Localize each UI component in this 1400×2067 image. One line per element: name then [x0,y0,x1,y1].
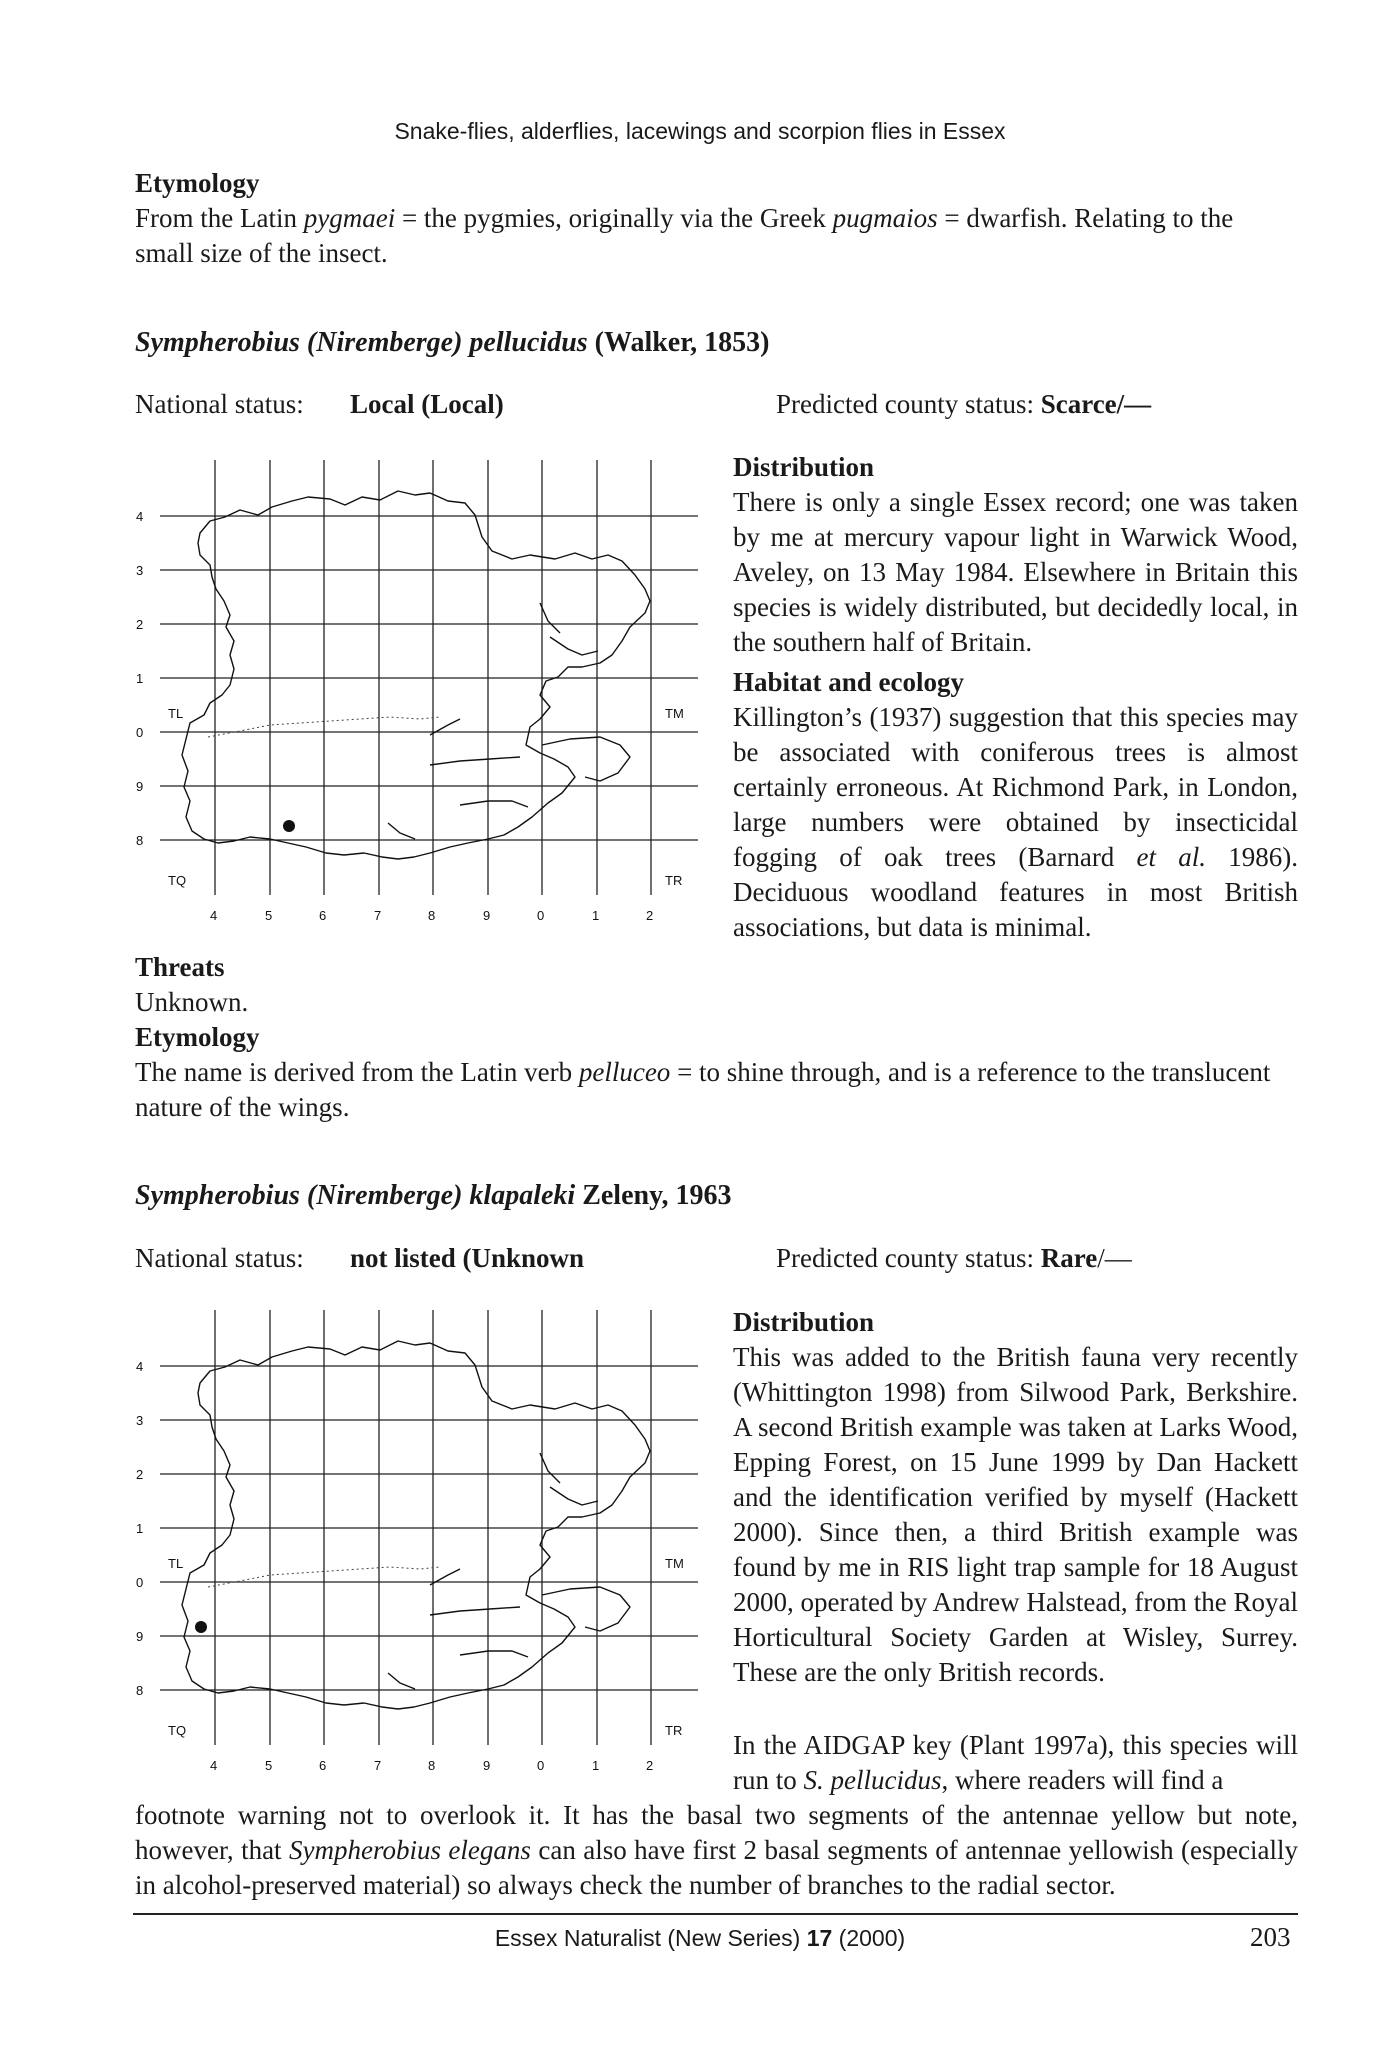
distribution-text-2: This was added to the British fauna very recently (Whittington 1998) from Silwood Park, Berkshire. A second British example was taken at Larks Wood, Epping Forest, on 15 June 1999 by Dan Hackett and the identification verified by myself (Hackett 2000). Since then, a third British example was found by me in RIS light trap sample for 18 August 2000, operated by Andrew Halstead, from the Royal Horticultural Society Garden at Wisley, Surrey. These are the only British records. [733,1342,1298,1687]
svg-text:8: 8 [428,908,436,923]
svg-text:TR: TR [665,1723,683,1738]
svg-text:7: 7 [374,1758,382,1773]
svg-text:TM: TM [665,1556,684,1571]
footer-rule [133,1913,1298,1915]
distribution-heading: Distribution [733,452,875,482]
svg-text:9: 9 [483,1758,491,1773]
svg-text:1: 1 [136,671,144,686]
aidgap-text: In the AIDGAP key (Plant 1997a), this species will run to S. pellucidus, where readers will find a [733,1730,1298,1795]
svg-text:TL: TL [168,706,184,721]
etymology-heading: Etymology [135,168,260,198]
svg-text:4: 4 [136,1359,144,1374]
threats-heading: Threats [135,952,225,982]
svg-text:9: 9 [136,1629,144,1644]
svg-text:2: 2 [136,1467,144,1482]
svg-text:9: 9 [136,779,144,794]
footnote-text: footnote warning not to overlook it. It has the basal two segments of the antennae yellow but note, however, that Sympherobius elegans can also have first 2 basal segments of antennae yellowish (especially in alcohol-preserved material) so always check the number of branches to the radial sector. [135,1800,1298,1900]
svg-text:1: 1 [136,1521,144,1536]
svg-text:5: 5 [265,1758,273,1773]
habitat-heading: Habitat and ecology [733,667,965,697]
national-status-label: National status: [135,389,304,419]
svg-text:1: 1 [592,908,600,923]
svg-text:TQ: TQ [168,1723,187,1738]
national-status-value: Local (Local) [350,389,504,419]
threats-text: Unknown. [135,987,249,1017]
svg-text:6: 6 [319,908,327,923]
species-title: Sympherobius (Niremberge) pellucidus (Walker, 1853) [135,327,770,358]
svg-text:1: 1 [592,1758,600,1773]
svg-text:2: 2 [646,1758,654,1773]
running-header: Snake-flies, alderflies, lacewings and scorpion flies in Essex [394,118,1006,144]
footer-journal: Essex Naturalist (New Series) 17 (2000) [494,1925,906,1951]
etymology-text: From the Latin pygmaei = the pygmies, originally via the Greek pugmaios = dwarfish. Relating to the small size of the insect. [135,203,1234,268]
svg-text:5: 5 [265,908,273,923]
svg-text:TM: TM [665,706,684,721]
svg-text:TQ: TQ [168,873,187,888]
distribution-map-2 [130,1305,710,1790]
svg-text:TR: TR [665,873,683,888]
svg-text:0: 0 [537,1758,545,1773]
svg-text:8: 8 [136,833,144,848]
species-title-2: Sympherobius (Niremberge) klapaleki Zeleny, 1963 [135,1180,732,1211]
svg-text:0: 0 [136,725,144,740]
svg-text:2: 2 [646,908,654,923]
distribution-map [130,455,710,940]
etymology-heading-2: Etymology [135,1022,260,1052]
county-status: Predicted county status: Scarce/— [776,389,1152,419]
svg-text:4: 4 [210,908,218,923]
habitat-text: Killington’s (1937) suggestion that this species may be associated with coniferous trees is almost certainly erroneous. At Richmond Park, in London, large numbers were obtained by insecticidal fogging of oak trees (Barnard et al. 1986). Deciduous woodland features in most British associations, but data is minimal. [733,702,1298,942]
page-number: 203 [1250,1922,1291,1952]
svg-text:8: 8 [428,1758,436,1773]
national-status-label-2: National status: [135,1243,304,1273]
distribution-heading-2: Distribution [733,1307,875,1337]
county-status-2: Predicted county status: Rare/— [776,1243,1132,1273]
svg-text:8: 8 [136,1683,144,1698]
svg-text:3: 3 [136,563,144,578]
svg-text:9: 9 [483,908,491,923]
svg-text:7: 7 [374,908,382,923]
distribution-text: There is only a single Essex record; one was taken by me at mercury vapour light in Warwick Wood, Aveley, on 13 May 1984. Elsewhere in Britain this species is widely distributed, but decidedly local, in the southern half of Britain. [733,487,1298,657]
svg-text:0: 0 [537,908,545,923]
svg-text:3: 3 [136,1413,144,1428]
svg-text:4: 4 [210,1758,218,1773]
svg-text:TL: TL [168,1556,184,1571]
national-status-value-2: not listed (Unknown [350,1243,585,1273]
svg-text:2: 2 [136,617,144,632]
svg-text:6: 6 [319,1758,327,1773]
svg-text:4: 4 [136,509,144,524]
svg-text:0: 0 [136,1575,144,1590]
etymology-text-2: The name is derived from the Latin verb pelluceo = to shine through, and is a reference to the translucent nature of the wings. [135,1057,1271,1122]
